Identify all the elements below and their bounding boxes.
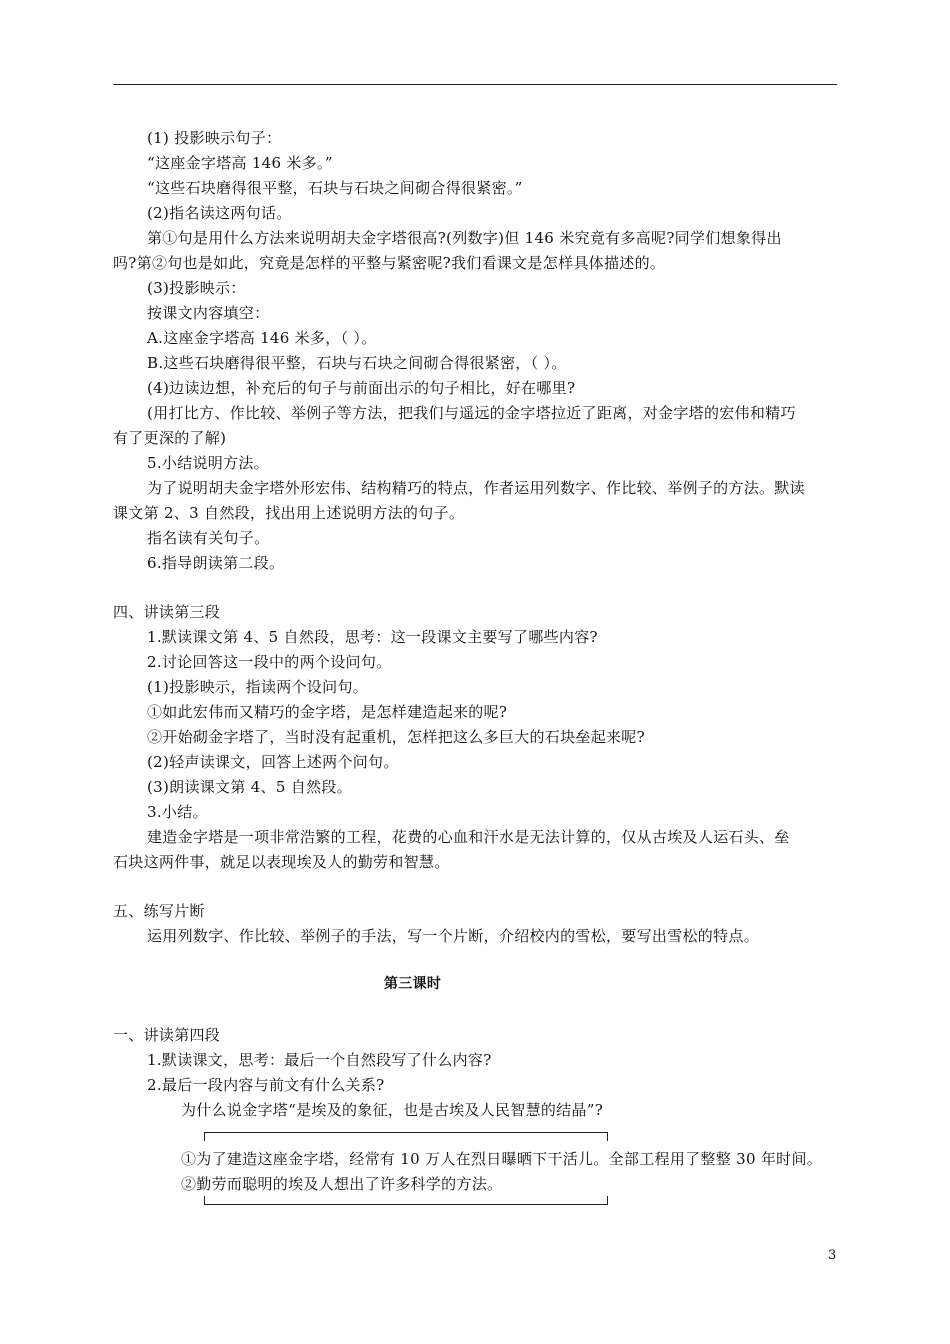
text-line: 建造金字塔是一项非常浩繁的工程，花费的心血和汗水是无法计算的，仅从古埃及人运石头、垒 [147, 828, 790, 846]
text-line: A.这座金字塔高 146 米多，（ ）。 [147, 329, 377, 347]
text-line: “这座金字塔高 146 米多。” [147, 154, 333, 172]
text-line: 为什么说金字塔“是埃及的象征，也是古埃及人民智慧的结晶”? [181, 1101, 604, 1119]
bracket-top [204, 1132, 608, 1141]
text-line: (4)边读边想，补充后的句子与前面出示的句子相比，好在哪里? [147, 379, 576, 397]
text-line: 6.指导朗读第二段。 [147, 554, 285, 572]
text-line: (3)朗读课文第 4、5 自然段。 [147, 778, 352, 796]
text-line: 吗?第②句也是如此，究竟是怎样的平整与紧密呢?我们看课文是怎样具体描述的。 [113, 254, 666, 272]
text-line: 有了更深的了解) [113, 429, 227, 447]
section-heading: 四、讲读第三段 [113, 603, 221, 621]
text-line: 运用列数字、作比较、举例子的手法，写一个片断，介绍校内的雪松，要写出雪松的特点。 [147, 927, 760, 945]
text-line: (1) 投影映示句子： [147, 129, 282, 147]
lesson-title: 第三课时 [384, 976, 442, 992]
text-line: (用打比方、作比较、举例子等方法，把我们与遥远的金字塔拉近了距离，对金字塔的宏伟和精巧 [147, 404, 796, 422]
text-line: (2)轻声读课文，回答上述两个问句。 [147, 753, 399, 771]
text-line: ①为了建造这座金字塔，经常有 10 万人在烈日曝晒下干活儿。全部工程用了整整 30 年时间。 [181, 1150, 823, 1168]
text-line: “这些石块磨得很平整，石块与石块之间砌合得很紧密。” [147, 179, 523, 197]
bracket-bottom [204, 1196, 608, 1205]
text-line: B.这些石块磨得很平整，石块与石块之间砌合得很紧密，（ ）。 [147, 354, 567, 372]
text-line: 3.小结。 [147, 803, 208, 821]
text-line: (3)投影映示： [147, 279, 246, 297]
text-line: 2.最后一段内容与前文有什么关系? [147, 1076, 385, 1094]
page-number: 3 [828, 1248, 837, 1263]
section-heading: 五、练写片断 [113, 902, 205, 920]
text-line: 按课文内容填空： [147, 304, 270, 322]
text-line: ②勤劳而聪明的埃及人想出了许多科学的方法。 [181, 1175, 503, 1193]
text-line: 1.默读课文第 4、5 自然段，思考：这一段课文主要写了哪些内容? [147, 628, 598, 646]
text-line: 1.默读课文，思考：最后一个自然段写了什么内容? [147, 1051, 492, 1069]
text-line: (2)指名读这两句话。 [147, 204, 292, 222]
text-line: 2.讨论回答这一段中的两个设问句。 [147, 653, 392, 671]
text-line: 5.小结说明方法。 [147, 454, 270, 472]
text-line: 石块这两件事，就足以表现埃及人的勤劳和智慧。 [113, 853, 450, 871]
header-rule [113, 84, 837, 85]
text-line: ①如此宏伟而又精巧的金字塔，是怎样建造起来的呢? [147, 703, 508, 721]
text-line: 指名读有关句子。 [147, 529, 270, 547]
text-line: 为了说明胡夫金字塔外形宏伟、结构精巧的特点，作者运用列数字、作比较、举例子的方法。默读 [147, 479, 805, 497]
text-line: 第①句是用什么方法来说明胡夫金字塔很高?(列数字)但 146 米究竟有多高呢?同学们想象得出 [147, 229, 782, 247]
text-line: (1)投影映示，指读两个设问句。 [147, 678, 369, 696]
text-line: 课文第 2、3 自然段，找出用上述说明方法的句子。 [113, 504, 465, 522]
text-line: ②开始砌金字塔了，当时没有起重机，怎样把这么多巨大的石块垒起来呢? [147, 728, 645, 746]
section-heading: 一、讲读第四段 [113, 1026, 221, 1044]
